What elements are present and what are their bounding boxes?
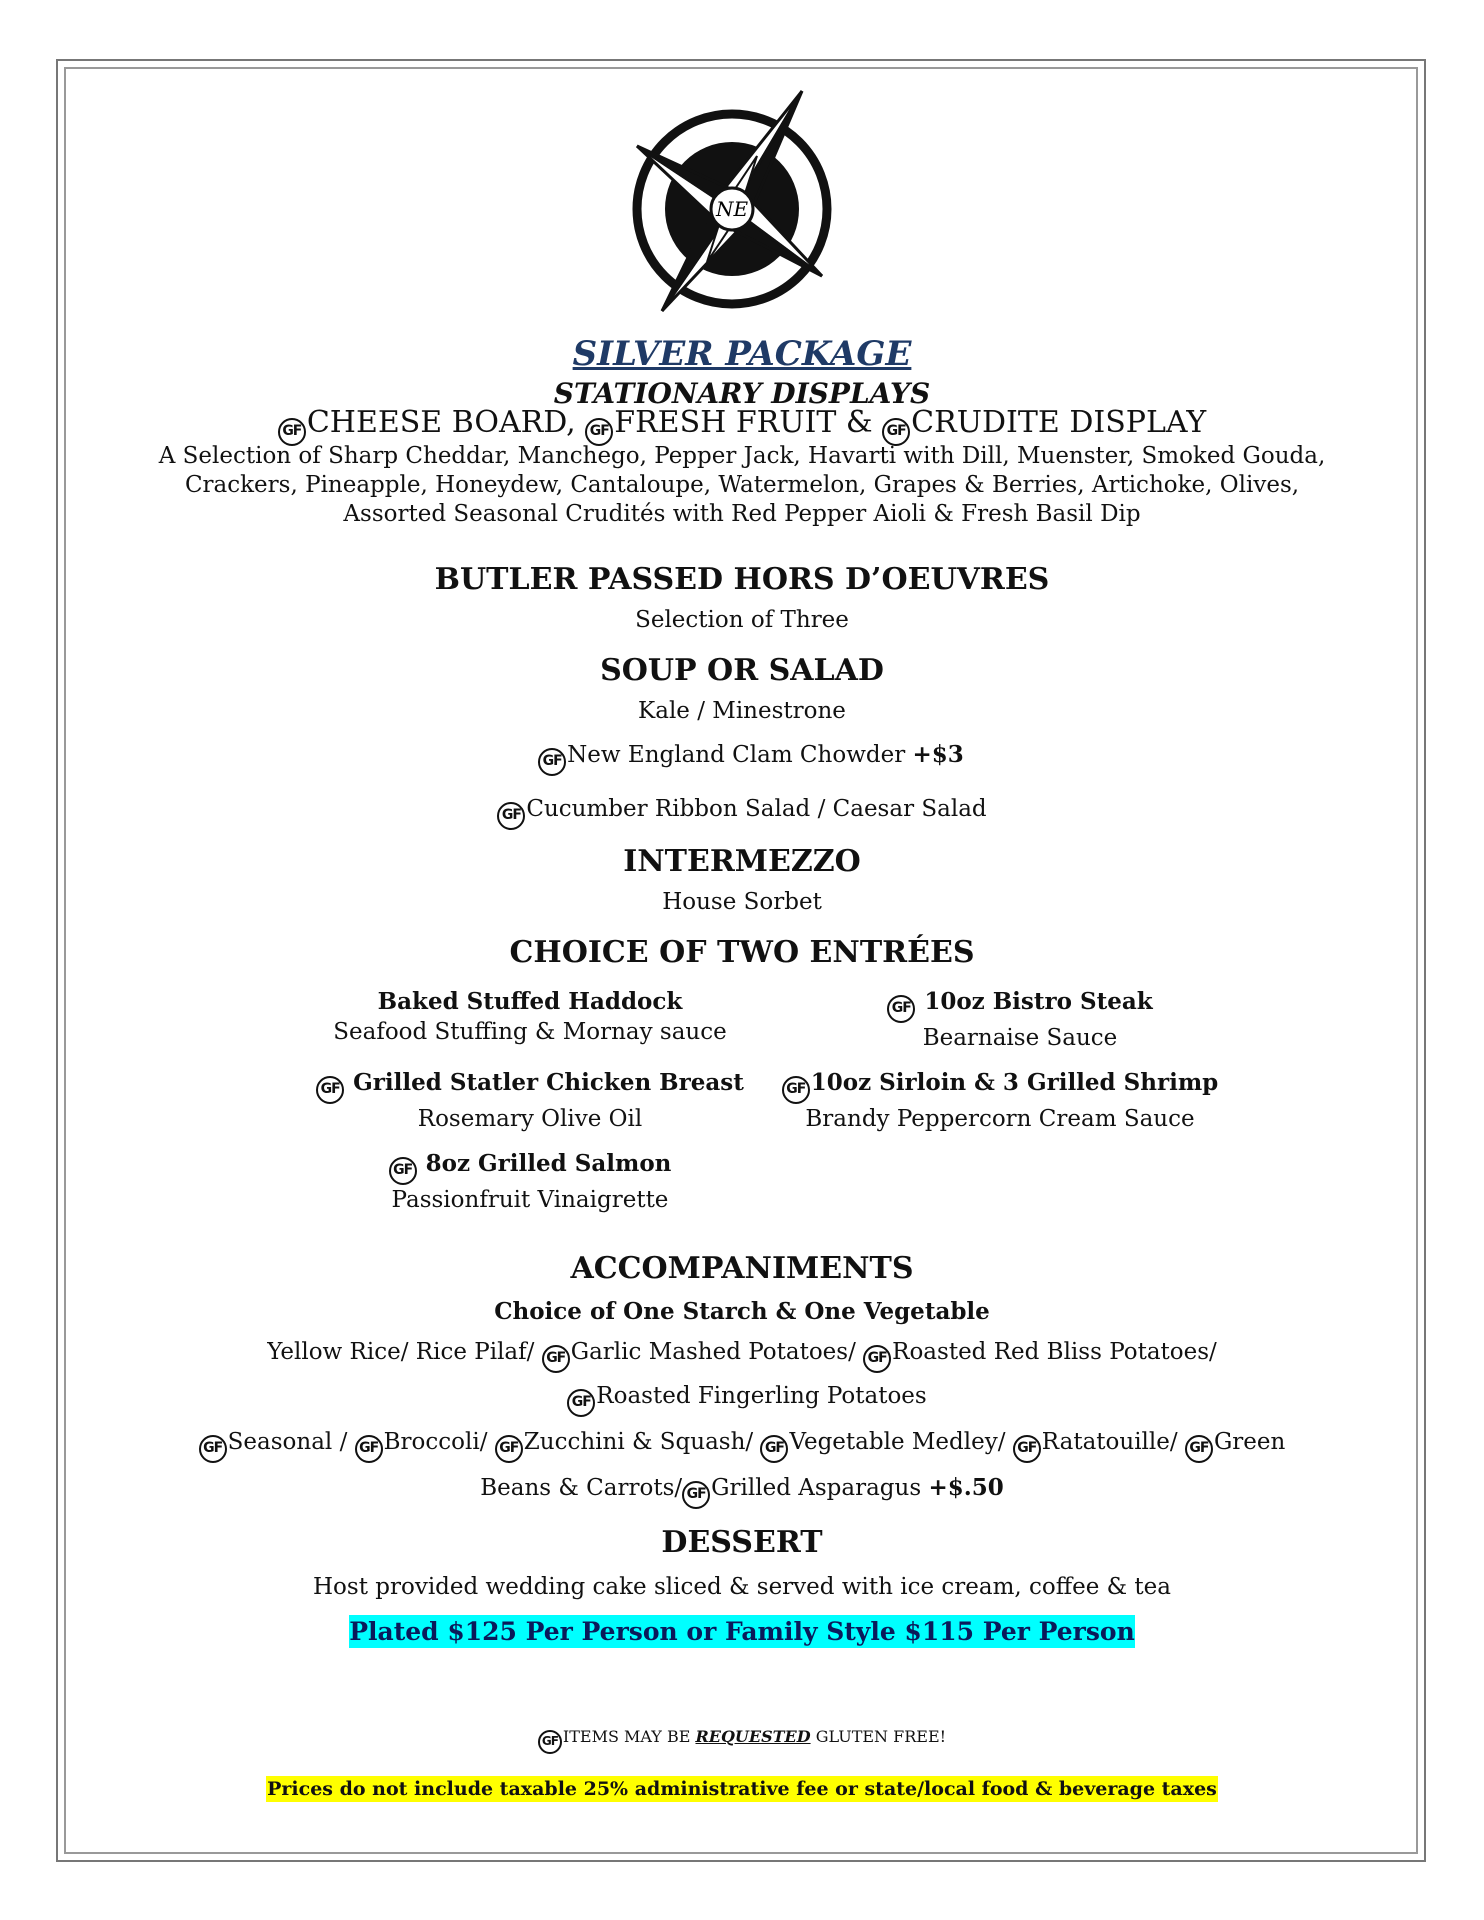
gluten-free-note bbox=[0, 1727, 1484, 1754]
asparagus-price: +$.50 bbox=[928, 1474, 1004, 1501]
entree-name: 10oz Bistro Steak bbox=[924, 988, 1153, 1015]
entree-description: Brandy Peppercorn Cream Sauce bbox=[805, 1106, 1195, 1132]
entree-name: Baked Stuffed Haddock bbox=[377, 988, 683, 1015]
soup-chowder-price: +$3 bbox=[912, 741, 964, 768]
dessert-heading: DESSERT bbox=[661, 1525, 823, 1560]
vegetable-option: Seasonal / bbox=[227, 1429, 348, 1455]
entree-description: Passionfruit Vinaigrette bbox=[391, 1187, 669, 1213]
gluten-free-icon: GF bbox=[355, 1435, 383, 1463]
gf-note-after: GLUTEN FREE! bbox=[815, 1727, 947, 1746]
vegetable-option: Ratatouille/ bbox=[1041, 1429, 1178, 1455]
gf-note-before: ITEMS MAY BE bbox=[562, 1727, 691, 1746]
entree-item bbox=[780, 987, 1260, 1053]
gluten-free-icon: GF bbox=[497, 802, 525, 830]
starch-option: Garlic Mashed Potatoes/ bbox=[570, 1339, 856, 1365]
gf-note-emphasis: REQUESTED bbox=[695, 1727, 811, 1746]
vegetable-option: Broccoli/ bbox=[383, 1429, 488, 1455]
entree-name: Grilled Statler Chicken Breast bbox=[353, 1069, 744, 1096]
entree-item bbox=[280, 1149, 780, 1215]
stationary-items bbox=[0, 405, 1484, 446]
vegetable-option: Zucchini & Squash/ bbox=[523, 1429, 754, 1455]
hors-heading: BUTLER PASSED HORS D’OEUVRES bbox=[434, 562, 1050, 597]
gluten-free-icon: GF bbox=[495, 1435, 523, 1463]
vegetable-line-1 bbox=[0, 1428, 1484, 1463]
package-title: SILVER PACKAGE bbox=[572, 334, 912, 374]
entree-name: 8oz Grilled Salmon bbox=[425, 1150, 672, 1177]
entree-item bbox=[760, 1068, 1240, 1134]
gluten-free-icon: GF bbox=[278, 418, 306, 446]
intermezzo-heading: INTERMEZZO bbox=[623, 844, 861, 879]
gluten-free-icon: GF bbox=[760, 1435, 788, 1463]
entree-item bbox=[280, 987, 780, 1047]
dessert-text: Host provided wedding cake sliced & served with ice cream, coffee & tea bbox=[313, 1574, 1171, 1600]
soup-chowder: New England Clam Chowder bbox=[567, 742, 906, 768]
gluten-free-icon: GF bbox=[682, 1481, 710, 1509]
entree-description: Bearnaise Sauce bbox=[922, 1025, 1118, 1051]
entree-description: Rosemary Olive Oil bbox=[417, 1106, 643, 1132]
disclaimer-line bbox=[0, 1778, 1484, 1800]
entrees-heading: CHOICE OF TWO ENTRÉES bbox=[509, 935, 975, 970]
logo-letters: NE bbox=[715, 197, 749, 221]
gluten-free-icon: GF bbox=[199, 1435, 227, 1463]
gluten-free-icon: GF bbox=[542, 1345, 570, 1373]
starch-option: Roasted Red Bliss Potatoes/ bbox=[892, 1339, 1217, 1365]
gluten-free-icon: GF bbox=[567, 1389, 595, 1417]
gluten-free-icon: GF bbox=[316, 1076, 344, 1104]
accompaniments-subheading: Choice of One Starch & One Vegetable bbox=[494, 1298, 990, 1325]
gluten-free-icon: GF bbox=[389, 1157, 417, 1185]
stationary-description-line: A Selection of Sharp Cheddar, Manchego, Pepper Jack, Havarti with Dill, Muenster, Smoked Gouda, bbox=[158, 443, 1326, 469]
soup-heading: SOUP OR SALAD bbox=[600, 653, 884, 688]
hors-text: Selection of Three bbox=[635, 607, 849, 633]
stationary-item-crudite: CRUDITE DISPLAY bbox=[911, 405, 1207, 440]
starch-line-1 bbox=[0, 1338, 1484, 1373]
pricing-text: Plated $125 Per Person or Family Style $115 Per Person bbox=[349, 1617, 1135, 1646]
stationary-item-cheese: CHEESE BOARD, bbox=[306, 405, 576, 440]
disclaimer-text: Prices do not include taxable 25% administrative fee or state/local food & beverage taxes bbox=[267, 1778, 1217, 1800]
entree-name: 10oz Sirloin & 3 Grilled Shrimp bbox=[810, 1069, 1219, 1096]
gluten-free-icon: GF bbox=[1013, 1435, 1041, 1463]
soup-line-3 bbox=[0, 795, 1484, 830]
starch-option: Roasted Fingerling Potatoes bbox=[596, 1383, 927, 1409]
gluten-free-icon: GF bbox=[887, 995, 915, 1023]
vegetable-option: Beans & Carrots/ bbox=[480, 1475, 683, 1501]
gluten-free-icon: GF bbox=[538, 1730, 562, 1754]
compass-rose-logo bbox=[622, 86, 854, 326]
gluten-free-icon: GF bbox=[585, 418, 613, 446]
vegetable-line-2 bbox=[0, 1473, 1484, 1509]
gluten-free-icon: GF bbox=[882, 418, 910, 446]
soup-line-2 bbox=[0, 740, 1484, 776]
starch-line-2 bbox=[0, 1382, 1484, 1417]
starch-option: Yellow Rice/ Rice Pilaf/ bbox=[267, 1339, 535, 1365]
pricing-line bbox=[0, 1617, 1484, 1646]
vegetable-option: Grilled Asparagus bbox=[711, 1475, 922, 1501]
stationary-heading: STATIONARY DISPLAYS bbox=[553, 377, 931, 410]
stationary-description-line: Crackers, Pineapple, Honeydew, Cantaloupe, Watermelon, Grapes & Berries, Artichoke, Olives, bbox=[184, 472, 1300, 498]
intermezzo-text: House Sorbet bbox=[662, 889, 822, 915]
stationary-item-fruit: FRESH FRUIT & bbox=[614, 405, 873, 440]
entree-description: Seafood Stuffing & Mornay sauce bbox=[333, 1019, 727, 1045]
accompaniments-heading: ACCOMPANIMENTS bbox=[570, 1251, 914, 1286]
gluten-free-icon: GF bbox=[538, 748, 566, 776]
entree-item bbox=[280, 1068, 780, 1134]
soup-salads: Cucumber Ribbon Salad / Caesar Salad bbox=[526, 796, 987, 822]
soup-line-1: Kale / Minestrone bbox=[638, 698, 846, 724]
stationary-description-line: Assorted Seasonal Crudités with Red Pepper Aioli & Fresh Basil Dip bbox=[343, 501, 1141, 527]
gluten-free-icon: GF bbox=[863, 1345, 891, 1373]
gluten-free-icon: GF bbox=[782, 1076, 810, 1104]
vegetable-option: Green bbox=[1213, 1429, 1286, 1455]
gluten-free-icon: GF bbox=[1185, 1435, 1213, 1463]
vegetable-option: Vegetable Medley/ bbox=[789, 1429, 1006, 1455]
